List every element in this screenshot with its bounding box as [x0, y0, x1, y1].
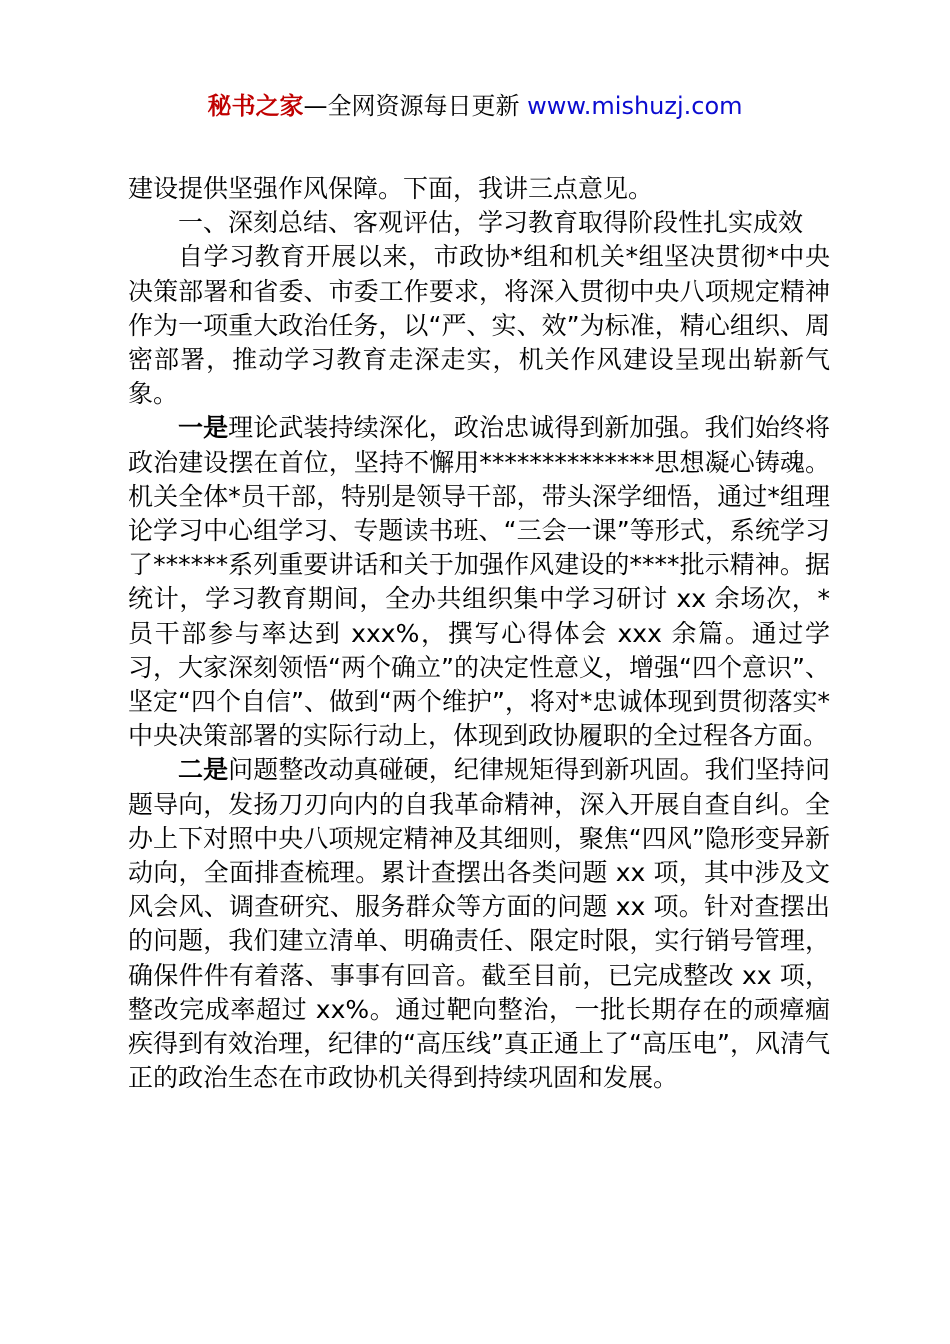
paragraph-point-one [128, 411, 830, 753]
website-link[interactable]: www.mishuzj.com [527, 92, 743, 120]
section-heading: 一、深刻总结、客观评估，学习教育取得阶段性扎实成效 [178, 208, 804, 238]
brand-name: 秘书之家 [207, 92, 304, 120]
header-tagline: —全网资源每日更新 [303, 92, 528, 120]
point-two-text: 问题整改动真碰硬，纪律规矩得到新巩固。我们坚持问题导向，发扬刀刃向内的自我革命精神，深入开展自查自纠。全办上下对照中央八项规定精神及其细则，聚焦“四风”隐形变异新动向，全面排查梳理。累计查摆出各类问题 xx 项，其中涉及文风会风、调查研究、服务群众等方面的问题 xx 项。针对查摆出的问题，我们建立清单、明确责任、限定时限，实行销号管理，确保件件有着落、事事有回音。截至目前，已完成整改 xx 项，整改完成率超过 xx%。通过靶向整治，一批长期存在的顽瘴痼疾得到有效治理，纪律的“高压线”真正通上了“高压电”，风清气正的政治生态在市政协机关得到持续巩固和发展。 [128, 755, 830, 1093]
point-one-text: 理论武装持续深化，政治忠诚得到新加强。我们始终将政治建设摆在首位，坚持不懈用**************思想凝心铸魂。机关全体*员干部，特别是领导干部，带头深学细悟，通过*组理论学习中心组学习、专题读书班、“三会一课”等形式，系统学习了******系列重要讲话和关于加强作风建设的****批示精神。据统计，学习教育期间，全办共组织集中学习研讨 xx 余场次，*员干部参与率达到 xxx%，撰写心得体会 xxx 余篇。通过学习，大家深刻领悟“两个确立”的决定性意义，增强“四个意识”、坚定“四个自信”、做到“两个维护”，将对*忠诚体现到贯彻落实*中央决策部署的实际行动上，体现到政协履职的全过程各方面。 [128, 413, 830, 751]
document-body [128, 172, 830, 1095]
point-two-lead: 二是 [178, 755, 229, 785]
point-one-lead: 一是 [178, 413, 229, 443]
paragraph-intro: 自学习教育开展以来，市政协*组和机关*组坚决贯彻*中央决策部署和省委、市委工作要求，将深入贯彻中央八项规定精神作为一项重大政治任务，以“严、实、效”为标准，精心组织、周密部署，推动学习教育走深走实，机关作风建设呈现出崭新气象。 [128, 242, 830, 409]
page-header [0, 88, 950, 124]
paragraph-point-two [128, 753, 830, 1095]
paragraph-continuation: 建设提供坚强作风保障。下面，我讲三点意见。 [128, 174, 654, 203]
